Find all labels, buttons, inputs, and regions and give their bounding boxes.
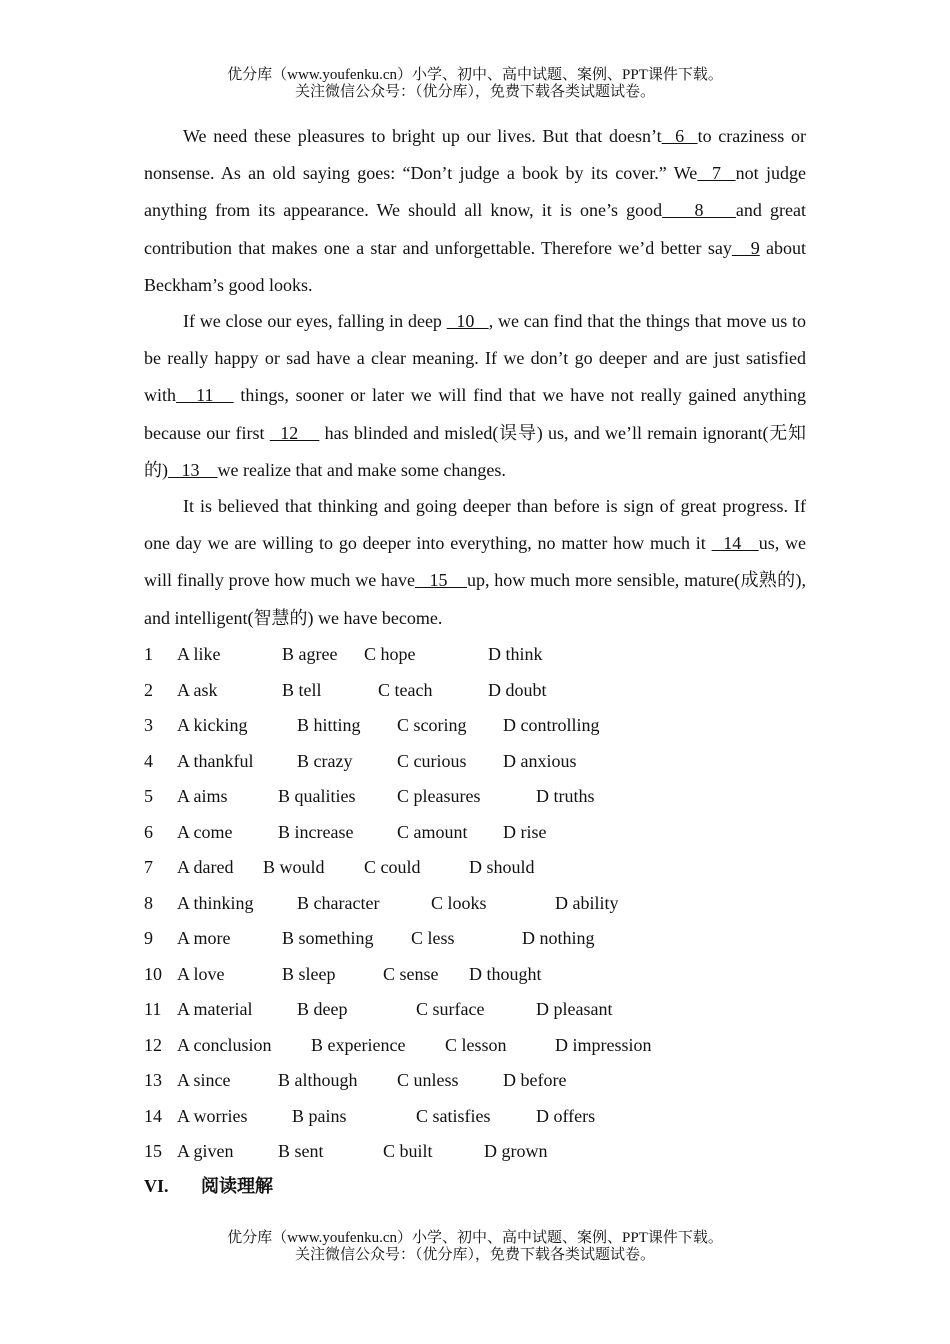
option-row: [144, 749, 806, 773]
option-row: [144, 1068, 806, 1092]
option-a: A given: [177, 1141, 234, 1161]
blank-11: 11: [176, 385, 234, 406]
option-c: C less: [411, 928, 455, 948]
option-b: B something: [282, 928, 374, 948]
blank-14: 14: [711, 533, 759, 554]
text-run: to craziness or nonsense. As an old saying goes: “Don’t judge a book by its cover.” We: [144, 126, 806, 184]
option-b: B experience: [311, 1035, 406, 1055]
question-number: 12: [144, 1035, 162, 1055]
option-b: B hitting: [297, 715, 361, 735]
option-a: A more: [177, 928, 231, 948]
option-a: A come: [177, 822, 233, 842]
option-b: B crazy: [297, 751, 353, 771]
option-d: D impression: [555, 1035, 652, 1055]
question-number: 15: [144, 1141, 162, 1161]
question-number: 5: [144, 786, 153, 806]
option-row: [144, 820, 806, 844]
option-d: D before: [503, 1070, 567, 1090]
passage-paragraph-2: [144, 303, 806, 489]
passage-paragraph-3: [144, 488, 806, 637]
passage-paragraph-1: [144, 118, 806, 304]
option-b: B character: [297, 893, 380, 913]
option-a: A love: [177, 964, 225, 984]
option-b: B although: [278, 1070, 358, 1090]
blank-10: 10: [446, 311, 489, 331]
option-c: C hope: [364, 644, 416, 664]
option-a: A kicking: [177, 715, 248, 735]
option-d: D anxious: [503, 751, 577, 771]
option-a: A since: [177, 1070, 231, 1090]
option-row: [144, 678, 806, 702]
question-number: 14: [144, 1106, 162, 1126]
option-b: B pains: [292, 1106, 347, 1126]
footer-line-1: 优分库（www.youfenku.cn）小学、初中、高中试题、案例、PPT课件下载。: [227, 1230, 723, 1246]
page-header: [0, 67, 950, 101]
option-d: D controlling: [503, 715, 600, 735]
option-c: C teach: [378, 680, 433, 700]
text-run: not judge anything from its appearance. We should all know, it is one’s good: [144, 163, 806, 221]
option-b: B sent: [278, 1141, 324, 1161]
text-run: and great contribution that makes one a star and unforgettable. Therefore we’d better say: [144, 200, 806, 258]
option-b: B tell: [282, 680, 322, 700]
option-b: B qualities: [278, 786, 356, 806]
question-number: 7: [144, 857, 153, 877]
option-a: A thinking: [177, 893, 254, 913]
text-run: things, sooner or later we will find that we have not really gained anything because our first: [144, 385, 806, 443]
question-number: 9: [144, 928, 153, 948]
option-a: A ask: [177, 680, 218, 700]
question-number: 13: [144, 1070, 162, 1090]
option-c: C satisfies: [416, 1106, 491, 1126]
option-a: A like: [177, 644, 221, 664]
blank-6: 6: [661, 126, 698, 146]
header-line-2: 关注微信公众号：（优分库），免费下载各类试题试卷。: [294, 84, 655, 100]
option-d: D nothing: [522, 928, 595, 948]
option-c: C looks: [431, 893, 487, 913]
text-run: up, how much more sensible, mature(成熟的), and intelligent(智慧的) we have become.: [144, 570, 806, 628]
text-run: us, we will finally prove how much we have: [144, 533, 806, 591]
question-number: 1: [144, 644, 153, 664]
option-d: D should: [469, 857, 535, 877]
text-run: , we can find that the things that move us to be really happy or sad have a clear meaning. If we don’t go deeper and are just satisfied with: [144, 311, 807, 406]
option-c: C surface: [416, 999, 485, 1019]
option-c: C scoring: [397, 715, 467, 735]
option-a: A thankful: [177, 751, 254, 771]
section-number: VI.: [144, 1176, 169, 1196]
footer-line-2: 关注微信公众号：（优分库），免费下载各类试题试卷。: [294, 1247, 655, 1263]
option-row: [144, 1139, 806, 1163]
option-row: [144, 1104, 806, 1128]
option-row: [144, 855, 806, 879]
option-c: C unless: [397, 1070, 459, 1090]
option-d: D rise: [503, 822, 547, 842]
blank-15: 15: [415, 570, 467, 591]
blank-8: 8: [662, 200, 736, 221]
question-number: 2: [144, 680, 153, 700]
option-c: C could: [364, 857, 421, 877]
text-run: we realize that and make some changes.: [217, 459, 506, 480]
option-d: D ability: [555, 893, 619, 913]
option-row: [144, 962, 806, 986]
option-b: B agree: [282, 644, 338, 664]
option-a: A aims: [177, 786, 228, 806]
option-d: D offers: [536, 1106, 596, 1126]
question-number: 3: [144, 715, 153, 735]
option-row: [144, 926, 806, 950]
question-number: 11: [144, 999, 162, 1019]
text-run: We need these pleasures to bright up our lives. But that doesn’t: [183, 126, 662, 146]
text-run: It is believed that thinking and going deeper than before is sign of great progress. If one day we are willing to go deeper into everything, no matter how much it: [144, 496, 806, 554]
option-c: C curious: [397, 751, 467, 771]
question-number: 10: [144, 964, 162, 984]
option-a: A worries: [177, 1106, 248, 1126]
option-row: [144, 891, 806, 915]
option-d: D doubt: [488, 680, 547, 700]
text-run: has blinded and misled(误导) us, and we’ll remain ignorant(无知的): [144, 422, 807, 480]
header-line-1: 优分库（www.youfenku.cn）小学、初中、高中试题、案例、PPT课件下载。: [227, 67, 723, 83]
option-b: B sleep: [282, 964, 336, 984]
option-d: D think: [488, 644, 543, 664]
option-b: B would: [263, 857, 325, 877]
option-b: B increase: [278, 822, 354, 842]
text-run: about Beckham’s good looks.: [144, 237, 807, 295]
option-row: [144, 642, 806, 666]
blank-12: 12: [269, 422, 320, 443]
option-c: C built: [383, 1141, 433, 1161]
question-number: 4: [144, 751, 153, 771]
option-c: C lesson: [445, 1035, 507, 1055]
option-row: [144, 784, 806, 808]
option-row: [144, 713, 806, 737]
page-footer: [0, 1230, 950, 1264]
option-d: D grown: [484, 1141, 548, 1161]
option-c: C pleasures: [397, 786, 481, 806]
option-b: B deep: [297, 999, 348, 1019]
option-row: [144, 997, 806, 1021]
option-a: A dared: [177, 857, 234, 877]
question-number: 8: [144, 893, 153, 913]
option-c: C sense: [383, 964, 439, 984]
option-d: D pleasant: [536, 999, 613, 1019]
option-c: C amount: [397, 822, 468, 842]
text-run: If we close our eyes, falling in deep: [183, 311, 447, 331]
question-number: 6: [144, 822, 153, 842]
option-d: D truths: [536, 786, 595, 806]
option-a: A conclusion: [177, 1035, 272, 1055]
option-row: [144, 1033, 806, 1057]
option-d: D thought: [469, 964, 542, 984]
option-a: A material: [177, 999, 253, 1019]
blank-9: 9: [731, 237, 760, 258]
section-title: 阅读理解: [201, 1176, 273, 1196]
blank-7: 7: [697, 163, 736, 184]
blank-13: 13: [168, 459, 218, 480]
